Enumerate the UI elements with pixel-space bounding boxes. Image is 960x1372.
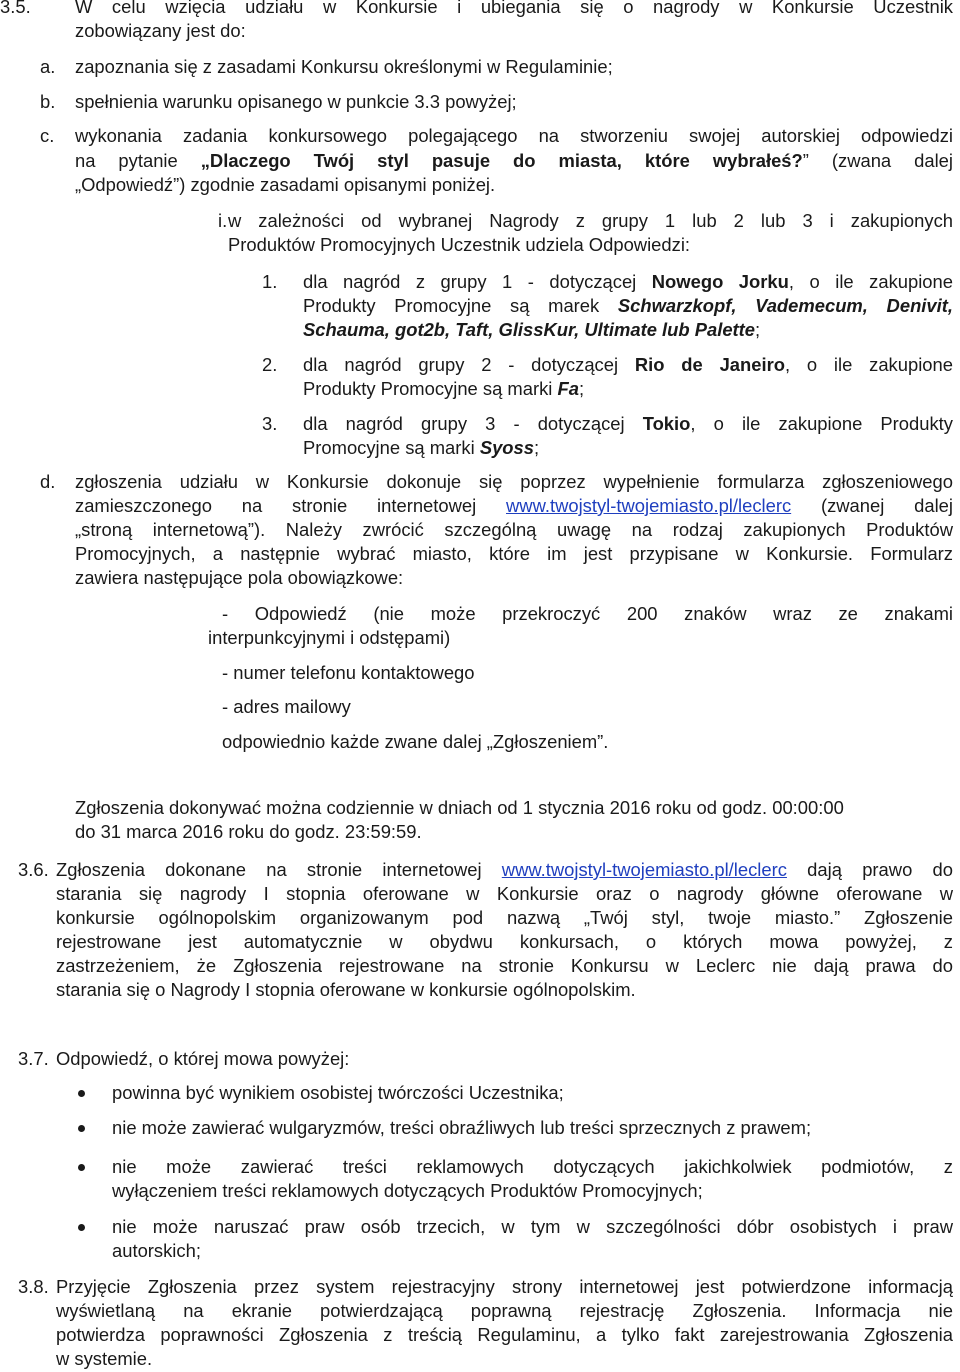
list-marker: 2.	[262, 354, 278, 375]
list-item-line	[75, 494, 953, 519]
list-item-line	[303, 318, 760, 343]
list-item: nie może zawierać wulgaryzmów, treści obraźliwych lub treści sprzecznych z prawem;	[112, 1117, 812, 1138]
list-item: nie może naruszać praw osób trzecich, w tym w szczególności dóbr osobistych i praw	[112, 1216, 953, 1237]
list-item	[303, 412, 953, 437]
text: ;	[578, 378, 585, 399]
city-name: Tokio	[642, 413, 691, 434]
text: Produkty Promocyjne są marek	[303, 295, 618, 316]
bullet-icon	[78, 1125, 85, 1132]
text: Promocyjne są marki	[303, 437, 480, 458]
list-marker: c.	[40, 125, 55, 146]
list-item: wykonania zadania konkursowego polegającego na stworzeniu swojej autorskiej odpowiedzi	[75, 125, 953, 146]
list-item-line	[303, 377, 584, 402]
list-item: nie może zawierać treści reklamowych dotyczących jakichkolwiek podmiotów, z	[112, 1156, 953, 1177]
text: ” (zwana dalej	[802, 150, 953, 171]
list-item-line: „Odpowiedź”) zgodnie zasadami opisanymi poniżej.	[75, 174, 496, 195]
text: dla nagród z grupy 1 - dotyczącej	[303, 271, 652, 292]
text: (zwanej dalej	[791, 495, 953, 516]
text: zamieszczonego na stronie internetowej	[75, 495, 507, 516]
city-name: Rio de Janeiro	[634, 354, 785, 375]
text: ;	[534, 437, 540, 458]
paragraph-line: w systemie.	[56, 1348, 153, 1369]
paragraph-line: rejestrowane jest automatycznie w obydwu konkursach, o których mowa powyżej, z	[56, 931, 953, 952]
brand-names: Schwarzkopf, Vademecum, Denivit,	[617, 295, 953, 316]
list-marker: 3.	[262, 413, 278, 434]
text: dla nagród grupy 2 - dotyczącej	[303, 354, 635, 375]
list-item: spełnienia warunku opisanego w punkcie 3.3 powyżej;	[75, 91, 517, 112]
list-item	[303, 353, 953, 378]
brand-names: Schauma, got2b, Taft, GlissKur, Ultimate lub Palette	[303, 319, 756, 340]
list-item-line: wyłączeniem treści reklamowych dotyczących Produktów Promocyjnych;	[112, 1180, 703, 1201]
paragraph-line: zastrzeżeniem, że Zgłoszenia rejestrowane na stronie Konkursu w Leclerc nie dają prawa do	[56, 955, 953, 976]
text: , o ile zakupione	[784, 354, 953, 375]
list-marker: d.	[40, 471, 56, 492]
question-text: „Dlaczego Twój styl pasuje do miasta, które wybrałeś?	[200, 150, 803, 171]
text: , o ile zakupione	[788, 271, 953, 292]
paragraph-line: wyświetlaną na ekranie potwierdzającą poprawną rejestrację Zgłoszenia. Informacja nie	[56, 1300, 953, 1321]
brand-names: Syoss	[479, 437, 534, 458]
list-item: zapoznania się z zasadami Konkursu określonymi w Regulaminie;	[75, 56, 613, 77]
section-number: 3.5.	[0, 0, 31, 17]
paragraph-line: Odpowiedź, o której mowa powyżej:	[56, 1048, 350, 1069]
website-link[interactable]: www.twojstyl-twojemiasto.pl/leclerc	[506, 495, 792, 516]
dates-line: Zgłoszenia dokonywać można codziennie w dniach od 1 stycznia 2016 roku od godz. 00:00:00	[75, 797, 844, 818]
list-item-line	[75, 149, 953, 174]
paragraph-line: konkursie ogólnopolskim organizowanym pod nazwą „Twój styl, twoje miasto.” Zgłoszenie	[56, 907, 953, 928]
list-marker: i.	[218, 210, 228, 231]
list-item-line: „stroną internetową”). Należy zwrócić szczególną uwagę na rodzaj zakupionych Produktów	[75, 519, 953, 540]
form-field-note: odpowiednio każde zwane dalej „Zgłoszeniem”.	[222, 731, 609, 752]
section-number: 3.6.	[18, 859, 49, 880]
text: ;	[755, 319, 761, 340]
list-item-line: Produktów Promocyjnych Uczestnik udziela Odpowiedzi:	[228, 234, 691, 255]
section-number: 3.7.	[18, 1048, 49, 1069]
brand-names: Fa	[557, 378, 579, 399]
section-number: 3.8.	[18, 1276, 49, 1297]
list-item	[303, 270, 953, 295]
text: na pytanie	[75, 150, 178, 171]
list-item: powinna być wynikiem osobistej twórczości Uczestnika;	[112, 1082, 564, 1103]
paragraph-line: starania się nagrody I stopnia oferowane w Konkursie oraz o nagrody główne oferowane w	[56, 883, 953, 904]
list-item: zgłoszenia udziału w Konkursie dokonuje się poprzez wypełnienie formularza zgłoszeniowego	[75, 471, 953, 492]
dates-line: do 31 marca 2016 roku do godz. 23:59:59.	[75, 821, 422, 842]
city-name: Nowego Jorku	[651, 271, 789, 292]
list-item-line: zawiera następujące pola obowiązkowe:	[75, 567, 404, 588]
paragraph-line: potwierdza poprawności Zgłoszenia z treścią Regulaminu, a tylko fakt zarejestrowania Zgłoszenia	[56, 1324, 953, 1345]
bullet-icon	[78, 1090, 85, 1097]
list-item-line	[303, 294, 953, 319]
text: , o ile zakupione Produkty	[690, 413, 953, 434]
website-link[interactable]: www.twojstyl-twojemiasto.pl/leclerc	[501, 859, 787, 880]
text: Zgłoszenia dokonane na stronie internetowej	[56, 859, 502, 880]
list-item-line: Promocyjnych, a następnie wybrać miasto, które im jest przypisane w Konkursie. Formularz	[75, 543, 953, 564]
bullet-icon	[78, 1164, 85, 1171]
paragraph-line: Przyjęcie Zgłoszenia przez system rejestracyjny strony internetowej jest potwierdzone informacją	[56, 1276, 953, 1297]
list-item-line	[303, 436, 539, 461]
form-field-item: - numer telefonu kontaktowego	[222, 662, 475, 683]
text: dają prawo do	[786, 859, 953, 880]
paragraph-line: starania się o Nagrody I stopnia oferowane w konkursie ogólnopolskim.	[56, 979, 636, 1000]
paragraph-line: W celu wzięcia udziału w Konkursie i ubiegania się o nagrody w Konkursie Uczestnik	[75, 0, 953, 17]
list-item: w zależności od wybranej Nagrody z grupy 1 lub 2 lub 3 i zakupionych	[228, 210, 953, 231]
list-item-line: autorskich;	[112, 1240, 201, 1261]
form-field-item: - Odpowiedź (nie może przekroczyć 200 znaków wraz ze znakami	[222, 603, 953, 624]
text: Produkty Promocyjne są marki	[303, 378, 558, 399]
list-marker: 1.	[262, 271, 278, 292]
text: dla nagród grupy 3 - dotyczącej	[303, 413, 643, 434]
bullet-icon	[78, 1224, 85, 1231]
list-marker: b.	[40, 91, 56, 112]
list-marker: a.	[40, 56, 56, 77]
form-field-item: - adres mailowy	[222, 696, 351, 717]
paragraph-line	[56, 858, 953, 883]
form-field-item-line: interpunkcyjnymi i odstępami)	[208, 627, 451, 648]
paragraph-line: zobowiązany jest do:	[75, 20, 246, 41]
